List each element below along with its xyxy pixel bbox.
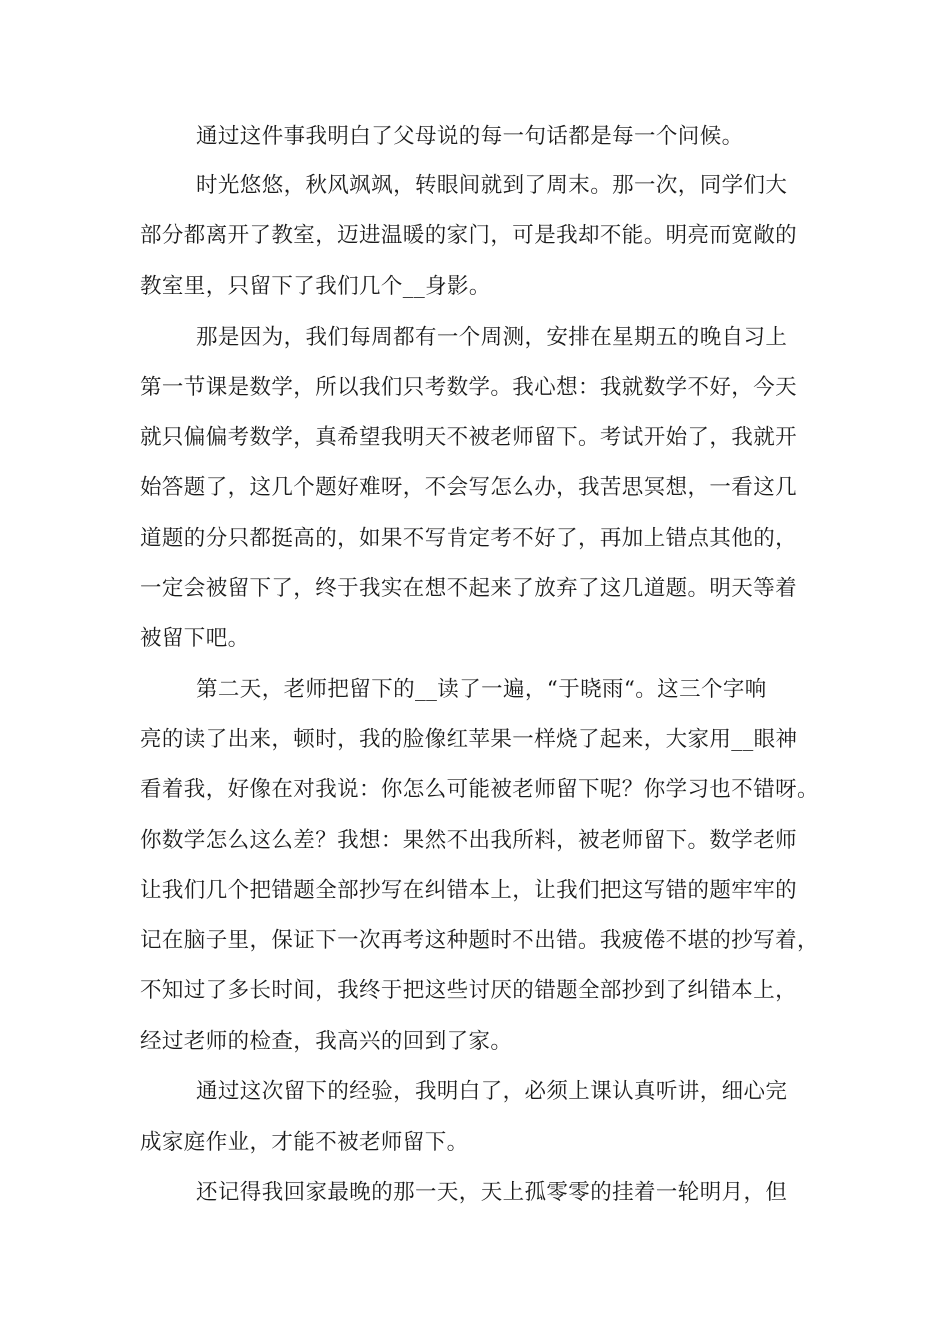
- text-line: 亮的读了出来，顿时，我的脸像红苹果一样烧了起来，大家用__眼神: [140, 727, 798, 752]
- text-line: 成家庭作业，才能不被老师留下。: [140, 1130, 469, 1155]
- text-line: 被留下吧。: [140, 626, 250, 651]
- text-line: 你数学怎么这么差？我想：果然不出我所料，被老师留下。数学老师: [140, 828, 798, 853]
- text-line: 看着我，好像在对我说：你怎么可能被老师留下呢？你学习也不错呀。: [140, 777, 819, 802]
- text-line: 一定会被留下了，终于我实在想不起来了放弃了这几道题。明天等着: [140, 576, 798, 601]
- text-line: 记在脑子里，保证下一次再考这种题时不出错。我疲倦不堪的抄写着，: [140, 928, 819, 953]
- text-line: 还记得我回家最晚的那一天，天上孤零零的挂着一轮明月，但: [196, 1180, 788, 1205]
- text-line: 经过老师的检查，我高兴的回到了家。: [140, 1029, 513, 1054]
- text-line: 教室里，只留下了我们几个__身影。: [140, 274, 491, 299]
- text-line: 通过这次留下的经验，我明白了，必须上课认真听讲，细心完: [196, 1079, 788, 1104]
- text-line: 不知过了多长时间，我终于把这些讨厌的错题全部抄到了纠错本上，: [140, 978, 798, 1003]
- text-line: 始答题了，这几个题好难呀，不会写怎么办，我苦思冥想，一看这几: [140, 475, 798, 500]
- text-line: 部分都离开了教室，迈进温暖的家门，可是我却不能。明亮而宽敞的: [140, 223, 798, 248]
- text-line: 就只偏偏考数学，真希望我明天不被老师留下。考试开始了，我就开: [140, 425, 798, 450]
- text-line: 让我们几个把错题全部抄写在纠错本上，让我们把这写错的题牢牢的: [140, 878, 798, 903]
- text-line: 那是因为，我们每周都有一个周测，安排在星期五的晚自习上: [196, 325, 788, 350]
- text-line: 第二天，老师把留下的__读了一遍，“于晓雨“。这三个字响: [196, 677, 767, 702]
- text-line: 道题的分只都挺高的，如果不写肯定考不好了，再加上错点其他的，: [140, 526, 798, 551]
- text-line: 通过这件事我明白了父母说的每一句话都是每一个问候。: [196, 124, 744, 149]
- text-line: 第一节课是数学，所以我们只考数学。我心想：我就数学不好，今天: [140, 375, 798, 400]
- text-line: 时光悠悠，秋风飒飒，转眼间就到了周末。那一次，同学们大: [196, 173, 788, 198]
